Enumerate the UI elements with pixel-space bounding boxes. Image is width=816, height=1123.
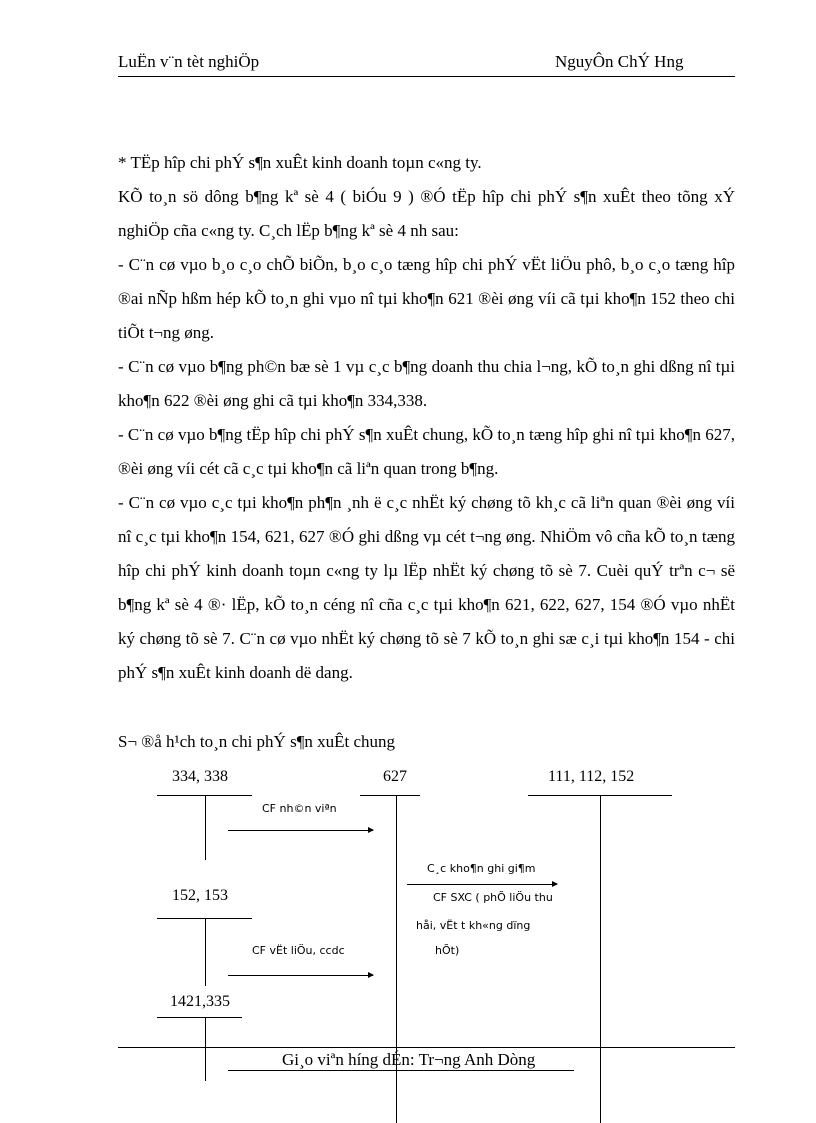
footer-text: Gi¸o viªn híng dÉn: Tr¬ng Anh Dòng — [282, 1050, 536, 1069]
footer-rule — [118, 1047, 735, 1048]
diagram-title: S¬ ®å h¹ch to¸n chi phÝ s¶n xuÊt chung — [118, 732, 396, 751]
header-left: LuËn v¨n tèt nghiÖp — [118, 52, 260, 71]
paragraph-1: * TËp hîp chi phÝ s¶n xuÊt kinh doanh toµn c«ng ty. — [118, 153, 482, 172]
flow-reduction-arrow — [407, 884, 557, 885]
paragraph-3: - C¨n cø vµo b¸o c¸o chÕ biÕn, b¸o c¸o tæng hîp chi phÝ vËt liÖu phô, b¸o c¸o tæng hîp ®ai nÑp hßm hép kÕ to¸n ghi vµo nî tµi kho¶n 621 ®èi øng víi cã tµi kho¶n 152 theo chi tiÕt t¬ng øng. — [118, 255, 735, 342]
account-152-153-stem — [205, 918, 206, 986]
paragraph-4: - C¨n cø vµo b¶ng ph©n bæ sè 1 vµ c¸c b¶ng doanh thu chia l¬ng, kÕ to¸n ghi dßng nî tµi kho¶n 622 ®èi øng ghi cã tµi kho¶n 334,338. — [118, 357, 735, 410]
account-111-112-152-stem — [600, 795, 601, 1123]
account-111-112-152-label: 111, 112, 152 — [548, 768, 635, 785]
account-1421-335-stem — [205, 1017, 206, 1081]
body-text — [118, 146, 735, 690]
footer-underline — [228, 1070, 574, 1071]
flow-staff-label: CF nh©n viªn — [262, 802, 337, 815]
paragraph-5: - C¨n cø vµo b¶ng tËp hîp chi phÝ s¶n xuÊt chung, kÕ to¸n tæng hîp ghi nî tµi kho¶n 627, ®èi øng víi cét cã c¸c tµi kho¶n cã liªn quan trong b¶ng. — [118, 425, 735, 478]
flow-staff-arrow — [228, 830, 373, 831]
account-1421-335-rule — [157, 1017, 242, 1018]
account-627-stem — [396, 795, 397, 1123]
account-627-label: 627 — [383, 768, 407, 785]
flow-reduction-label: C¸c kho¶n ghi gi¶m — [427, 862, 536, 875]
paragraph-2: KÕ to¸n sö dông b¶ng kª sè 4 ( biÓu 9 ) ®Ó tËp hîp chi phÝ s¶n xuÊt theo tõng xÝ nghiÖp cña c«ng ty. C¸ch lËp b¶ng kª sè 4 nh sau: — [118, 187, 735, 240]
header-rule — [118, 76, 735, 77]
flow-material-arrow — [228, 975, 373, 976]
flow-material-label: CF vËt liÖu, ccdc — [252, 944, 345, 957]
account-627-rule — [360, 795, 420, 796]
header-right: NguyÔn ChÝ Hng — [555, 52, 684, 71]
flow-sxc-label-2: håi, vËt t kh«ng dïng — [416, 919, 531, 932]
account-334-338-label: 334, 338 — [172, 768, 228, 785]
account-1421-335-label: 1421,335 — [170, 993, 230, 1010]
flow-sxc-label-1: CF SXC ( phÕ liÖu thu — [433, 891, 553, 904]
account-334-338-stem — [205, 795, 206, 860]
account-152-153-label: 152, 153 — [172, 887, 228, 904]
flow-sxc-label-3: hÕt) — [435, 944, 460, 957]
paragraph-6: - C¨n cø vµo c¸c tµi kho¶n ph¶n ¸nh ë c¸c nhËt ký chøng tõ kh¸c cã liªn quan ®èi øng víi nî c¸c tµi kho¶n 154, 621, 627 ®Ó ghi dßng vµ cét t¬ng øng. NhiÖm vô cña kÕ to¸n tæng hîp chi phÝ kinh doanh toµn c«ng ty lµ lËp nhËt ký chøng tõ sè 7. Cuèi quÝ trªn c¬ së b¶ng kª sè 4 ®· lËp, kÕ to¸n céng nî cña c¸c tµi kho¶n 621, 622, 627, 154 ®Ó vµo nhËt ký chøng tõ sè 7. C¨n cø vµo nhËt ký chøng tõ sè 7 kÕ to¸n ghi sæ c¸i tµi kho¶n 154 - chi phÝ s¶n xuÊt kinh doanh dë dang. — [118, 493, 735, 682]
